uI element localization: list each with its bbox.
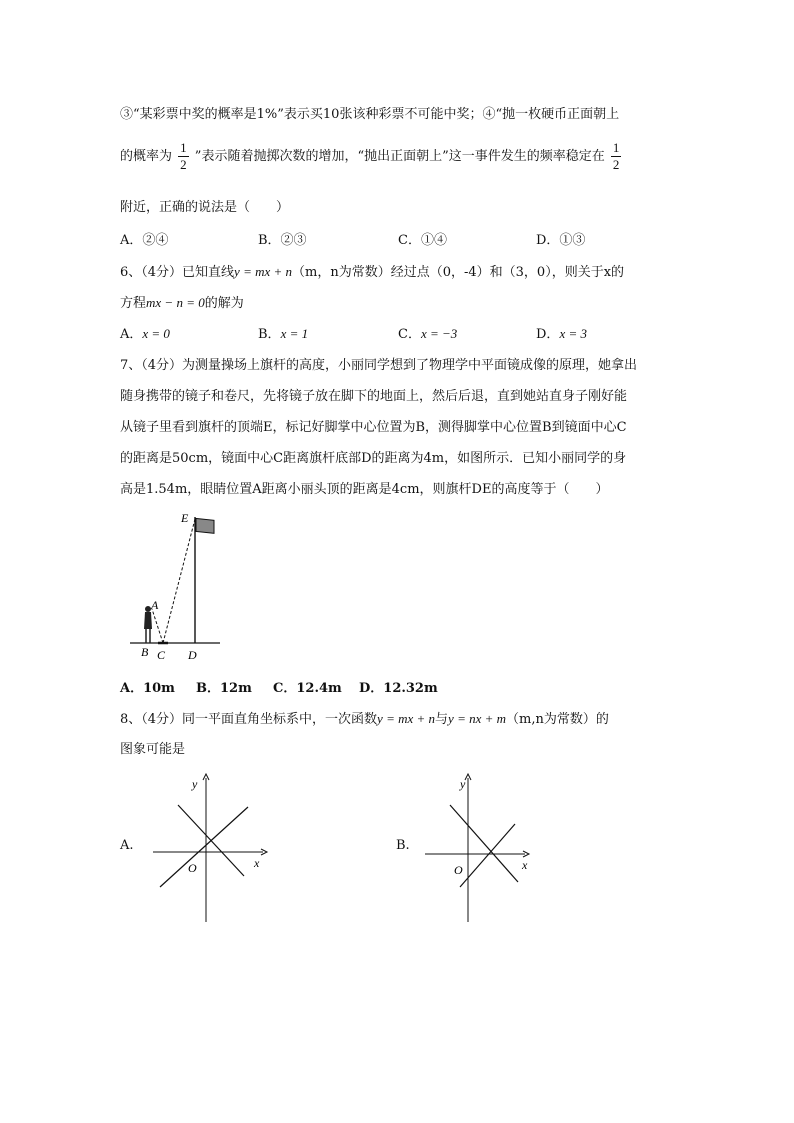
q5-option-b[interactable]: B．②③ <box>258 233 307 248</box>
label-a: A <box>151 598 159 612</box>
q5-line1: ③“某彩票中奖的概率是1%”表示买10张该种彩票不可能中奖；④“抛一枚硬币正面朝上 <box>120 107 620 122</box>
svg-text:y: y <box>192 777 198 791</box>
q5-line2 <box>120 140 623 173</box>
q5-option-d[interactable]: D．①③ <box>536 233 586 248</box>
q6-option-d[interactable]: D．x = 3 <box>536 326 587 342</box>
q7-option-b[interactable]: B．12m <box>196 681 252 696</box>
svg-text:O: O <box>454 863 463 877</box>
q5-fraction-2: $\frac{1}{2}$ <box>612 140 620 172</box>
q5-option-c[interactable]: C．①④ <box>398 233 447 248</box>
q8-option-a-label[interactable]: A. <box>120 838 134 853</box>
q7-option-c[interactable]: C．12.4m <box>273 681 342 696</box>
q5-fraction-1: $\frac{1}{2}$ <box>180 140 187 172</box>
label-d: D <box>188 648 197 662</box>
label-b: B <box>141 645 149 659</box>
q8-line1: 8、（4分）同一平面直角坐标系中，一次函数y = mx + n与y = nx + m（m,n为常数）的 <box>120 711 609 727</box>
q5-line2-b: ”表示随着抛掷次数的增加，“抛出正面朝上”这一事件发生的频率稳定在 <box>194 149 605 164</box>
svg-text:O: O <box>188 861 197 875</box>
q6-line1: 6、（4分）已知直线y = mx + n（m，n为常数）经过点（0，-4）和（3，0），则关于x的 <box>120 264 625 280</box>
q8-line2: 图象可能是 <box>120 742 186 757</box>
q6-option-b[interactable]: B．x = 1 <box>258 326 309 342</box>
label-c: C <box>157 648 166 662</box>
q8-equation-2: y = nx + m <box>448 711 507 726</box>
q8-option-b-label[interactable]: B. <box>396 838 410 853</box>
q5-line2-a: 的概率为 <box>120 149 173 164</box>
q5-line3: 附近，正确的说法是（ ） <box>120 200 290 215</box>
flag <box>196 518 214 533</box>
q7-line1: 7、（4分）为测量操场上旗杆的高度，小丽同学想到了物理学中平面镜成像的原理，她拿出 <box>120 358 638 373</box>
q7-line3: 从镜子里看到旗杆的顶端E，标记好脚掌中心位置为B，测得脚掌中心位置B到镜面中心C <box>120 420 627 435</box>
q6-equation-2: mx − n = 0 <box>146 295 205 310</box>
q5-option-a[interactable]: A．②④ <box>120 233 169 248</box>
label-e: E <box>181 511 189 525</box>
q7-option-a[interactable]: A．10m <box>120 681 175 696</box>
reflect-ray-2 <box>152 609 163 643</box>
q7-line5: 高是1.54m，眼睛位置A距离小丽头顶的距离是4cm，则旗杆DE的高度等于（ ） <box>120 482 609 497</box>
q6-option-a[interactable]: A．x = 0 <box>120 326 170 342</box>
q7-line2: 随身携带的镜子和卷尺，先将镜子放在脚下的地面上，然后后退，直到她站直身子刚好能 <box>120 389 628 404</box>
q8-equation-1: y = mx + n <box>377 711 436 726</box>
q7-flagpole-figure <box>125 505 225 663</box>
line-1 <box>160 807 248 887</box>
svg-text:y: y <box>460 777 466 791</box>
svg-text:x: x <box>522 858 528 872</box>
q6-option-c[interactable]: C．x = −3 <box>398 326 458 342</box>
q7-option-d[interactable]: D．12.32m <box>359 681 438 696</box>
q8-graph-a[interactable] <box>148 772 278 924</box>
reflect-ray-1 <box>163 519 195 643</box>
svg-text:x: x <box>254 856 260 870</box>
q7-line4: 的距离是50cm，镜面中心C距离旗杆底部D的距离为4m，如图所示．已知小丽同学的身 <box>120 451 627 466</box>
q6-line2: 方程mx − n = 0的解为 <box>120 295 244 311</box>
q8-graph-b[interactable] <box>420 772 550 924</box>
q6-equation-1: y = mx + n <box>234 264 293 279</box>
